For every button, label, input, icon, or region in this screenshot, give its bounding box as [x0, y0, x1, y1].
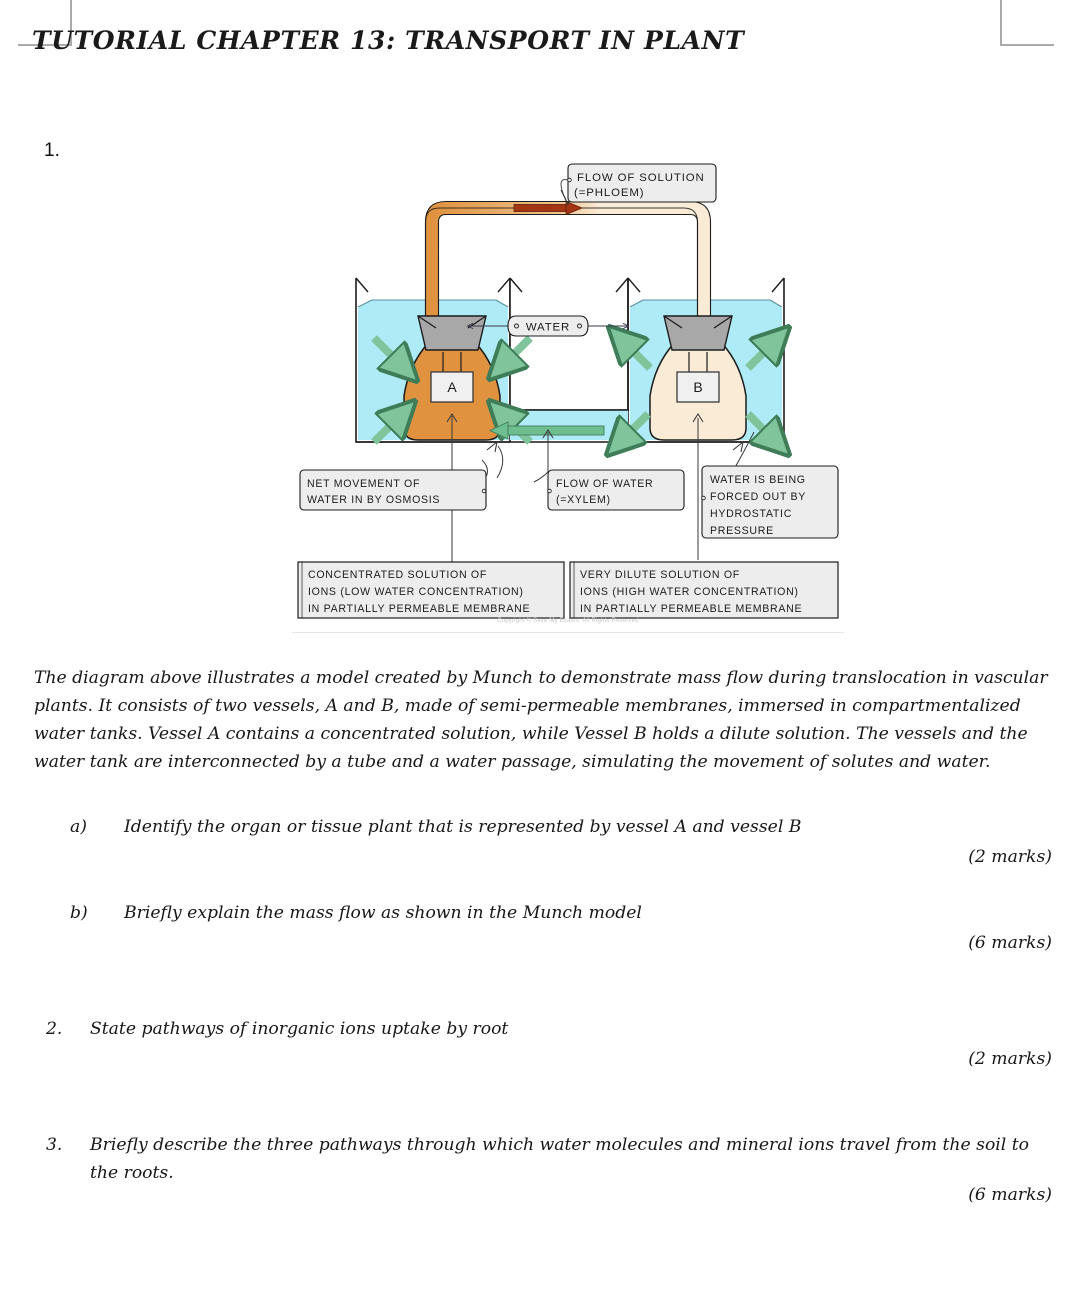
callout-dilute-solution — [570, 562, 838, 618]
hydrostatic-line4: PRESSURE — [710, 525, 774, 537]
net-movement-line1: NET MOVEMENT OF — [307, 478, 421, 490]
figure-bottom-rule — [292, 632, 844, 633]
conc-line2: IONS (LOW WATER CONCENTRATION) — [308, 586, 524, 598]
question-1-part-a — [70, 813, 1030, 841]
question-1-number: 1. — [44, 140, 60, 161]
part-b-marks: (6 marks) — [968, 933, 1052, 953]
question-2-marks: (2 marks) — [968, 1049, 1052, 1069]
vessel-b-letter: B — [693, 379, 703, 395]
figure-copyright: Copyright © Save My Exams. All Rights Reserved — [497, 618, 639, 624]
callout-hydrostatic-pressure — [702, 466, 838, 538]
stopper-b — [664, 316, 732, 350]
water-label-text: WATER — [525, 321, 571, 334]
part-a-text: Identify the organ or tissue plant that is represented by vessel A and vessel B — [124, 817, 802, 837]
munch-model-diagram — [292, 160, 844, 638]
question-3-marks: (6 marks) — [968, 1185, 1052, 1205]
flow-of-solution-line1: FLOW OF SOLUTION — [577, 172, 705, 184]
question-2 — [46, 1015, 1036, 1043]
page-corner-marker-top-right — [1000, 0, 1054, 46]
hydrostatic-line2: FORCED OUT BY — [710, 491, 807, 503]
question-2-text: State pathways of inorganic ions uptake by root — [90, 1019, 509, 1039]
question-1-intro-paragraph: The diagram above illustrates a model created by Munch to demonstrate mass flow during translocation in vascular plants. It consists of two vessels, A and B, made of semi-permeable membranes, immersed in compartmentalized water tanks. Vessel A contains a concentrated solution, while Vessel B holds a dilute solution. The vessels and the water tank are interconnected by a tube and a water passage, simulating the movement of solutes and water. — [34, 668, 1048, 772]
callout-net-movement — [300, 470, 486, 510]
flow-of-water-line1: FLOW OF WATER — [556, 478, 654, 490]
vessel-a-letter: A — [447, 379, 457, 395]
dilute-line1: VERY DILUTE SOLUTION OF — [580, 569, 740, 581]
callout-concentrated-solution — [298, 562, 564, 618]
part-a-marks: (2 marks) — [968, 847, 1052, 867]
part-a-letter: a) — [70, 817, 87, 837]
conc-line1: CONCENTRATED SOLUTION OF — [308, 569, 488, 581]
page-title: TUTORIAL CHAPTER 13: TRANSPORT IN PLANT — [32, 26, 745, 55]
net-movement-line2: WATER IN BY OSMOSIS — [307, 494, 441, 506]
flow-of-water-line2: (=XYLEM) — [556, 494, 611, 506]
callout-flow-of-solution — [561, 164, 716, 205]
part-b-text: Briefly explain the mass flow as shown in the Munch model — [124, 903, 642, 923]
dilute-line3: IN PARTIALLY PERMEABLE MEMBRANE — [580, 603, 803, 615]
question-2-number: 2. — [46, 1019, 63, 1039]
dilute-line2: IONS (HIGH WATER CONCENTRATION) — [580, 586, 799, 598]
question-1-part-b — [70, 899, 1030, 927]
callout-flow-of-water — [548, 470, 684, 510]
hydrostatic-line1: WATER IS BEING — [710, 474, 806, 486]
stopper-a — [418, 316, 486, 350]
flow-of-solution-line2: (=PHLOEM) — [574, 187, 645, 199]
conc-line3: IN PARTIALLY PERMEABLE MEMBRANE — [308, 603, 531, 615]
hydrostatic-line3: HYDROSTATIC — [710, 508, 793, 520]
part-b-letter: b) — [70, 903, 88, 923]
question-3 — [46, 1131, 1036, 1187]
question-3-number: 3. — [46, 1135, 63, 1155]
question-3-text: Briefly describe the three pathways through which water molecules and mineral ions travel from the soil to the roots. — [90, 1135, 1030, 1183]
